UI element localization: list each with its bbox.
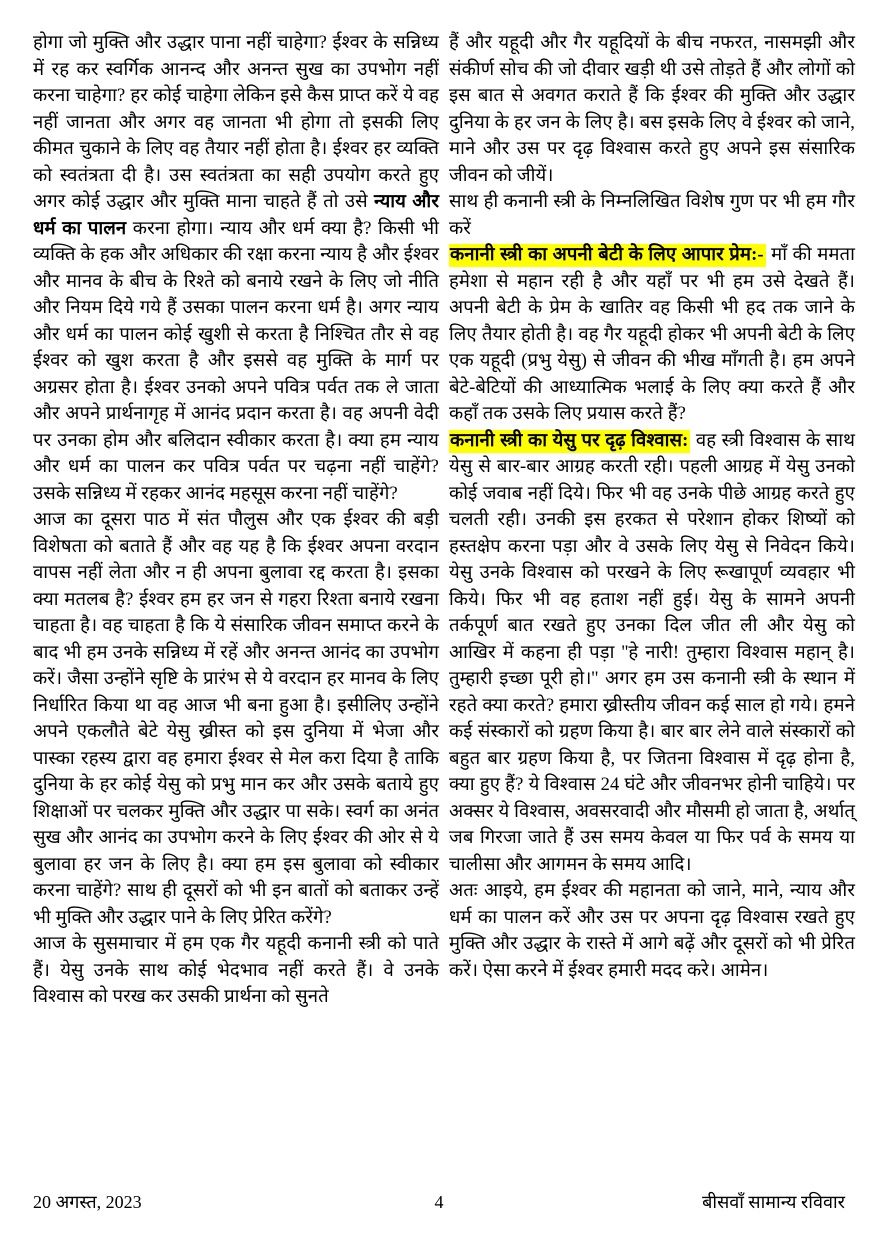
paragraph bbox=[33, 931, 439, 1011]
text-run: माँ की ममता हमेशा से महान रही है और यहाँ पर भी हम उसे देखते हैं। अपनी बेटी के प्रेम के खातिर वह किसी भी हद तक जाने के लिए तैयार होती है। वह गैर यहूदी होकर भी अपनी बेटी के लिए एक यहूदी (प्रभु येसु) से जीवन की भीख माँगती है। हम अपने बेटे-बेटियों की आध्यात्मिक भलाई के लिए क्या करते हैं और कहाँ तक उसके लिए प्रयास करते हैं? bbox=[449, 245, 855, 424]
paragraph bbox=[449, 428, 855, 879]
highlighted-heading: कनानी स्त्री का अपनी बेटी के लिए आपार प्रेम:- bbox=[450, 245, 764, 265]
paragraph bbox=[449, 189, 855, 242]
text-column-left bbox=[33, 30, 439, 1011]
page-footer bbox=[33, 1190, 845, 1214]
text-run: वह स्त्री विश्वास के साथ येसु से बार-बार आग्रह करती रही। पहली आग्रह में येसु उनको कोई जवाब नहीं दिये। फिर भी वह उनके पीछे आग्रह करते हुए चलती रही। उनकी इस हरकत से परेशान होकर शिष्यों को हस्तक्षेप करना पड़ा और वे उसके लिए येसु से निवेदन किये। येसु उनके विश्वास को परखने के लिए रूखापूर्ण व्यवहार भी किये। फिर भी वह हताश नहीं हुई। येसु के सामने अपनी तर्कपूर्ण बात रखते हुए उनका दिल जीत ली और येसु को आखिर में कहना ही पड़ा ''हे नारी! तुम्हारा विश्वास महान् है। तुम्हारी इच्छा पूरी हो।'' अगर हम उस कनानी स्त्री के स्थान में रहते क्या करते? हमारा ख्रीस्तीय जीवन कई साल हो गये। हमने कई संस्कारों को ग्रहण किया है। बार बार लेने वाले संस्कारों को बहुत बार ग्रहण किया है, पर जितना विश्वास में दृढ़ होना है, क्या हुए हैं? ये विश्वास 24 घंटे और जीवनभर होनी चाहिये। पर अक्सर ये विश्वास, अवसरवादी और मौसमी हो जाता है, अर्थात् जब गिरजा जाते हैं उस समय केवल या फिर पर्व के समय या चालीसा और आगमन के समय आदि। bbox=[449, 430, 856, 875]
text-run: साथ ही कनानी स्त्री के निम्नलिखित विशेष गुण पर भी हम गौर करें bbox=[449, 192, 855, 239]
text-run: आज का दूसरा पाठ में संत पौलुस और एक ईश्वर की बड़ी विशेषता को बताते हैं और वह यह है कि ईश्वर अपना वरदान वापस नहीं लेता और न ही अपना बुलावा रद्द करता है। इसका क्या मतलब है? ईश्वर हम हर जन से गहरा रिश्ता बनाये रखना चाहता है। वह चाहता है कि ये संसारिक जीवन समाप्त करने के बाद भी हम उनके सन्निध्य में रहें और अनन्त आनंद का उपभोग करें। जैसा उन्होंने सृष्टि के प्रारंभ से ये वरदान हर मानव के लिए निर्धारित किया था वह आज भी बना हुआ है। इसीलिए उन्होंने अपने एकलौते बेटे येसु ख्रीस्त को इस दुनिया में भेजा और पास्का रहस्य द्वारा वह हमारा ईश्वर से मेल करा दिया है ताकि दुनिया के हर कोई येसु को प्रभु मान कर और उसके बताये हुए शिक्षाओं पर चलकर मुक्ति और उद्धार पा सके। स्वर्ग का अनंत सुख और आनंद का उपभोग करने के लिए ईश्वर की ओर से ये बुलावा हर जन के लिए है। क्या हम इस बुलावा को स्वीकार करना चाहेंगे? साथ ही दूसरों को भी इन बातों को बताकर उन्हें भी मुक्ति और उद्धार पाने के लिए प्रेरित करेंगे? bbox=[33, 510, 439, 928]
paragraph bbox=[449, 878, 855, 984]
bold-text: न्याय और धर्म का पालन bbox=[33, 192, 439, 239]
text-run: आज के सुसमाचार में हम एक गैर यहूदी कनानी स्त्री को पाते हैं। येसु उनके साथ कोई भेदभाव नहीं करते हैं। वे उनके विश्वास को परख कर उसकी प्रार्थना को सुनते bbox=[33, 934, 439, 1007]
footer-page-number: 4 bbox=[434, 1192, 444, 1212]
text-column-right bbox=[449, 30, 855, 984]
highlighted-heading: कनानी स्त्री का येसु पर दृढ़ विश्वास: bbox=[450, 430, 689, 451]
paragraph bbox=[449, 30, 855, 189]
footer-date: 20 अगस्त, 2023 bbox=[33, 1192, 142, 1212]
text-run: अतः आइये, हम ईश्वर की महानता को जाने, माने, न्याय और धर्म का पालन करें और उस पर अपना दृढ़ विश्वास रखते हुए मुक्ति और उद्धार के रास्ते में आगे बढ़ें और दूसरों को भी प्रेरित करें। ऐसा करने में ईश्वर हमारी मदद करे। आमेन। bbox=[449, 881, 855, 981]
paragraph bbox=[33, 30, 439, 507]
text-run: हैं और यहूदी और गैर यहूदियों के बीच नफरत, नासमझी और संकीर्ण सोच की जो दीवार खड़ी थी उसे तोड़ते हैं और लोगों को इस बात से अवगत कराते हैं कि ईश्वर की मुक्ति और उद्धार दुनिया के हर जन के लिए है। बस इसके लिए वे ईश्वर को जाने, माने और उस पर दृढ़ विश्वास करते हुए अपने इस संसारिक जीवन को जीयें। bbox=[449, 33, 855, 186]
paragraph bbox=[449, 242, 855, 428]
paragraph bbox=[33, 507, 439, 931]
footer-section-title: बीसवाँ सामान्य रविवार bbox=[702, 1192, 846, 1212]
text-run: करना होगा। न्याय और धर्म क्या है? किसी भी व्यक्ति के हक और अधिकार की रक्षा करना न्याय है और ईश्वर और मानव के बीच के रिश्ते को बनाये रखने के लिए जो नीति और नियम दिये गये हैं उसका पालन करना धर्म है। अगर न्याय और धर्म का पालन कोई खुशी से करता है निश्चित तौर से वह ईश्वर को खुश करता है और इससे वह मुक्ति के मार्ग पर अग्रसर होता है। ईश्वर उनको अपने पवित्र पर्वत तक ले जाता और अपने प्रार्थनागृह में आनंद प्रदान करता है। वह अपनी वेदी पर उनका होम और बलिदान स्वीकार करता है। क्या हम न्याय और धर्म का पालन कर पवित्र पर्वत पर चढ़ना नहीं चाहेंगे? उसके सन्निध्य में रहकर आनंद महसूस करना नहीं चाहेंगे? bbox=[33, 218, 439, 504]
text-run: होगा जो मुक्ति और उद्धार पाना नहीं चाहेगा? ईश्वर के सन्निध्य में रह कर स्वर्गिक आनन्द और अनन्त सुख का उपभोग नहीं करना चाहेगा? हर कोई चाहेगा लेकिन इसे कैस प्राप्त करें ये वह नहीं जानता और अगर वह जानता भी होगा तो इसकी लिए कीमत चुकाने के लिए वह तैयार नहीं होता है। ईश्वर हर व्यक्ति को स्वतंत्रता दी है। उस स्वतंत्रता का सही उपयोग करते हुए अगर कोई उद्धार और मुक्ति माना चाहते हैं तो उसे bbox=[33, 33, 439, 212]
